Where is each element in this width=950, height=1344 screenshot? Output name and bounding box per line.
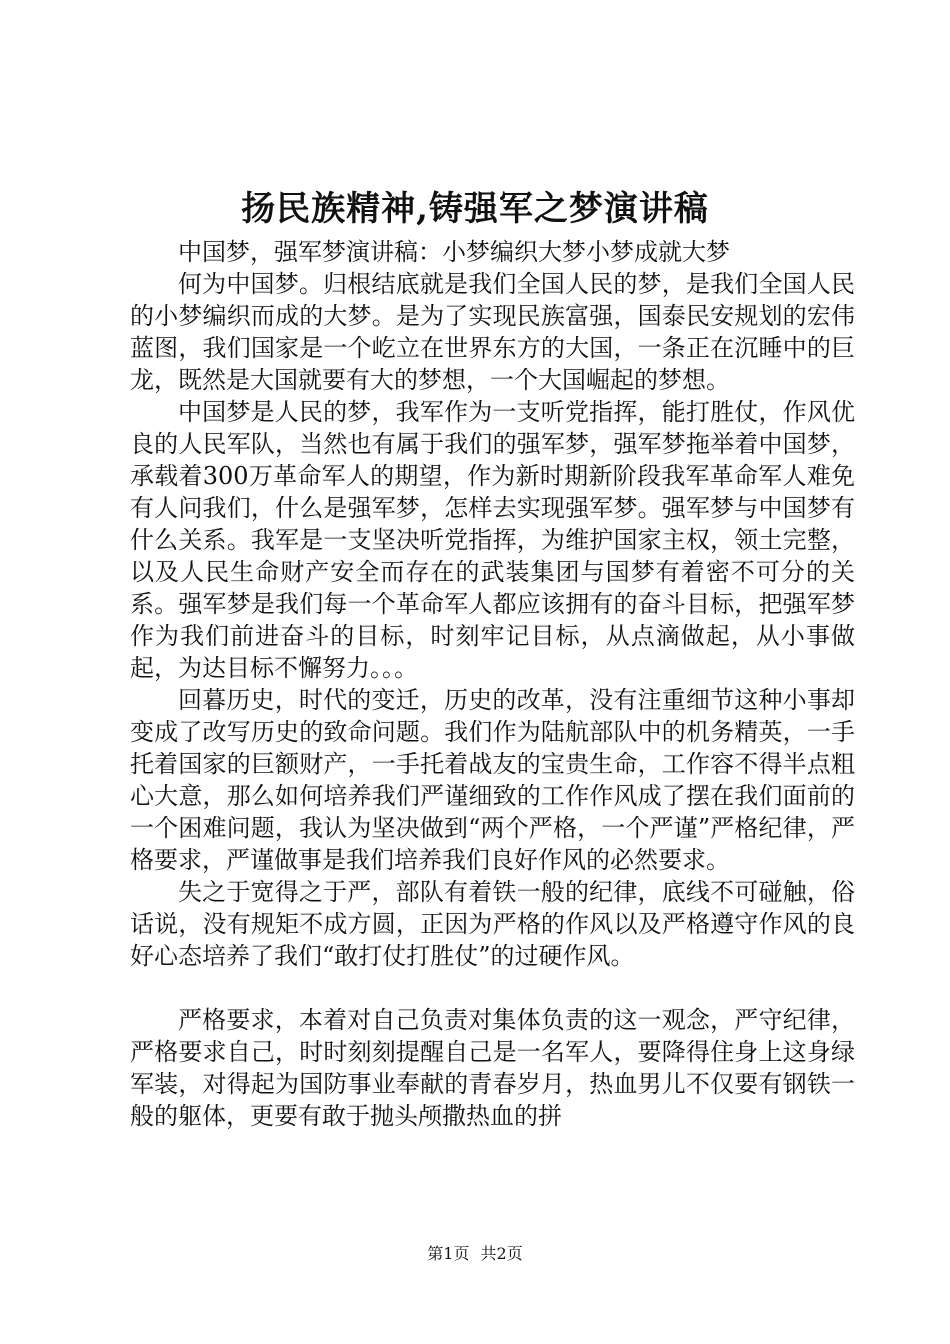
paragraph-spacer [130, 972, 855, 1004]
document-body [130, 236, 855, 1132]
document-title: 扬民族精神,铸强军之梦演讲稿 [241, 189, 709, 229]
paragraph: 中国梦，强军梦演讲稿：小梦编织大梦小梦成就大梦 [178, 238, 730, 266]
paragraph: 失之于宽得之于严，部队有着铁一般的纪律，底线不可碰触，俗话说，没有规矩不成方圆，正因为严格的作风以及严格遵守作风的良好心态培养了我们“敢打仗打胜仗”的过硬作风。 [130, 878, 855, 970]
paragraph: 回暮历史，时代的变迁，历史的改革，没有注重细节这种小事却变成了改写历史的致命问题。我们作为陆航部队中的机务精英，一手托着国家的巨额财产，一手托着战友的宝贵生命，工作容不得半点粗心大意，那么如何培养我们严谨细致的工作作风成了摆在我们面前的一个困难问题，我认为坚决做到“两个严格，一个严谨”严格纪律，严格要求，严谨做事是我们培养我们良好作风的必然要求。 [130, 686, 855, 874]
page-number-total: 共2页 [480, 1244, 523, 1263]
paragraph: 中国梦是人民的梦，我军作为一支听党指挥，能打胜仗，作风优良的人民军队，当然也有属于我们的强军梦，强军梦拖举着中国梦，承载着300万革命军人的期望，作为新时期新阶段我军革命军人难免有人问我们，什么是强军梦，怎样去实现强军梦。强军梦与中国梦有什么关系。我军是一支坚决听党指挥，为维护国家主权，领土完整，以及人民生命财产安全而存在的武装集团与国梦有着密不可分的关系。强军梦是我们每一个革命军人都应该拥有的奋斗目标，把强军梦作为我们前进奋斗的目标，时刻牢记目标，从点滴做起，从小事做起，为达目标不懈努力。。。 [130, 398, 855, 682]
page-number-current: 第1页 [427, 1244, 470, 1263]
page-footer [0, 1243, 950, 1265]
paragraph: 严格要求，本着对自己负责对集体负责的这一观念，严守纪律，严格要求自己，时时刻刻提醒自己是一名军人，要降得住身上这身绿军装，对得起为国防事业奉献的青春岁月，热血男儿不仅要有钢铁一般的躯体，更要有敢于抛头颅撒热血的拼 [130, 1006, 855, 1130]
paragraph: 何为中国梦。归根结底就是我们全国人民的梦，是我们全国人民的小梦编织而成的大梦。是为了实现民族富强，国泰民安规划的宏伟蓝图，我们国家是一个屹立在世界东方的大国，一条正在沉睡中的巨龙，既然是大国就要有大的梦想，一个大国崛起的梦想。 [130, 270, 855, 394]
